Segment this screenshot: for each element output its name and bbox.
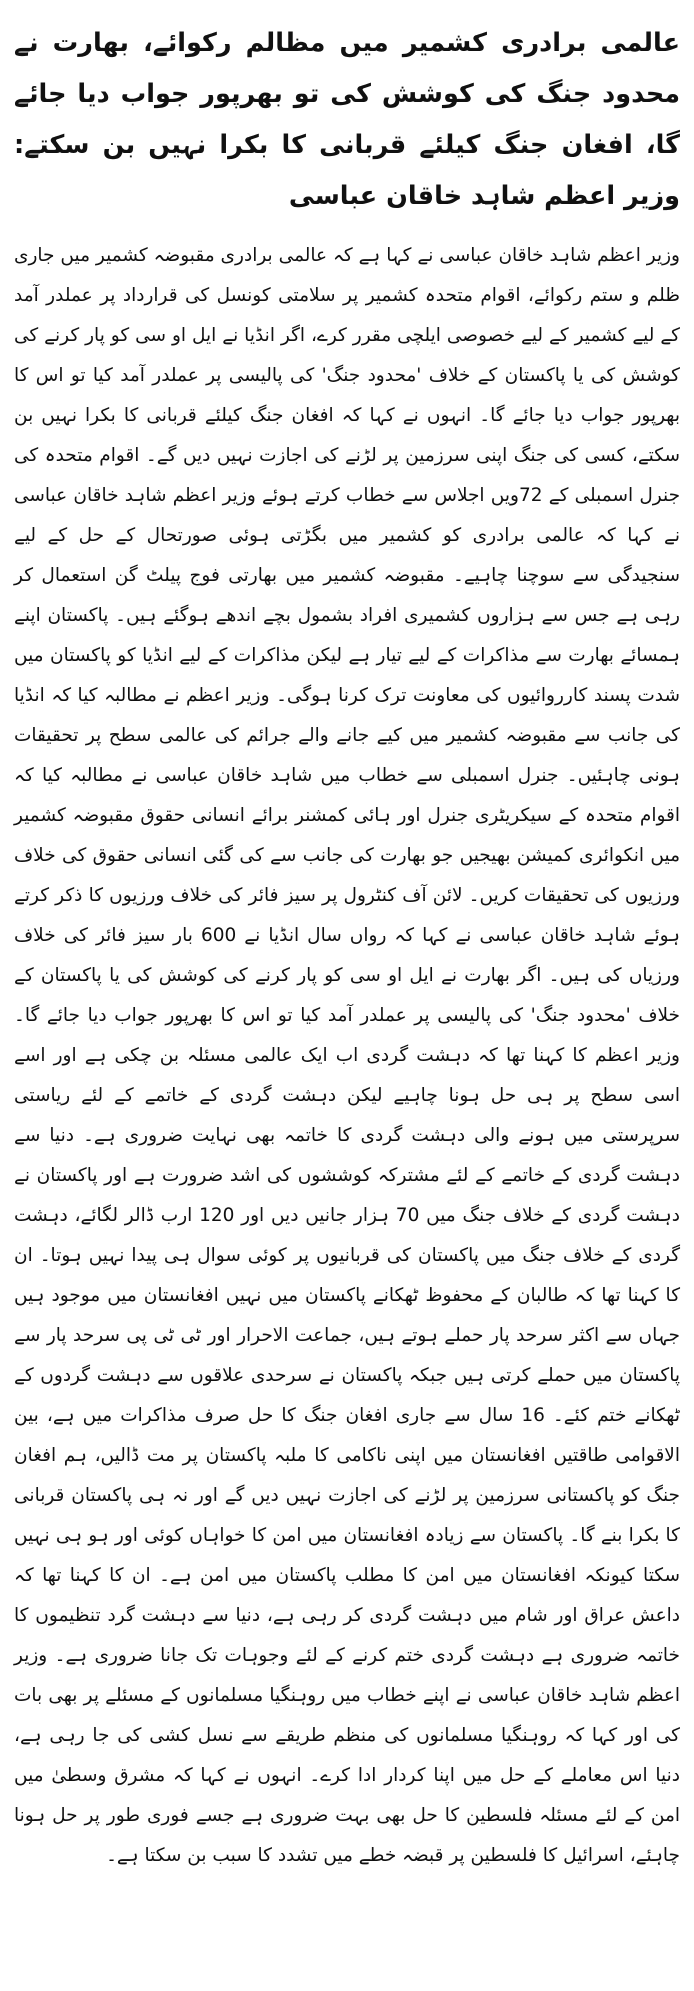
article-body: وزیر اعظم شاہد خاقان عباسی نے کہا ہے کہ عالمی برادری مقبوضہ کشمیر میں جاری ظلم و ستم رکوائے، اقوام متحدہ کشمیر پر سلامتی کونسل کی قرارداد پر عملدر آمد کے لیے کشمیر کے لیے خصوصی ایلچی مقرر کرے، اگر انڈیا نے ایل او سی کو پار کرنے کی کوشش کی یا پاکستان کے خلاف 'محدود جنگ' کی پالیسی پر عملدر آمد کیا تو اس کا بھرپور جواب دیا جائے گا۔ انہوں نے کہا کہ افغان جنگ کیلئے قربانی کا بکرا نہیں بن سکتے، کسی کی جنگ اپنی سرزمین پر لڑنے کی اجازت نہیں دیں گے۔ اقوام متحدہ کی جنرل اسمبلی کے 72ویں اجلاس سے خطاب کرتے ہوئے وزیر اعظم شاہد خاقان عباسی نے کہا کہ عالمی برادری کو کشمیر میں بگڑتی ہوئی صورتحال کے حل کے لیے سنجیدگی سے سوچنا چاہیے۔ مقبوضہ کشمیر میں بھارتی فوج پیلٹ گن استعمال کر رہی ہے جس سے ہزاروں کشمیری افراد بشمول بچے اندھے ہوگئے ہیں۔ پاکستان اپنے ہمسائے بھارت سے مذاکرات کے لیے تیار ہے لیکن مذاکرات کے لیے انڈیا کو پاکستان میں شدت پسند کارروائیوں کی معاونت ترک کرنا ہوگی۔ وزیر اعظم نے مطالبہ کیا کہ انڈیا کی جانب سے مقبوضہ کشمیر میں کیے جانے والے جرائم کی عالمی سطح پر تحقیقات ہونی چاہئیں۔ جنرل اسمبلی سے خطاب میں شاہد خاقان عباسی نے مطالبہ کیا کہ اقوام متحدہ کے سیکریٹری جنرل اور ہائی کمشنر برائے انسانی حقوق مقبوضہ کشمیر میں انکوائری کمیشن بھیجیں جو بھارت کی جانب سے کی گئی انسانی حقوق کی خلاف ورزیوں کی تحقیقات کریں۔ لائن آف کنٹرول پر سیز فائر کی خلاف ورزیوں کا ذکر کرتے ہوئے شاہد خاقان عباسی نے کہا کہ رواں سال انڈیا نے 600 بار سیز فائر کی خلاف ورزیاں کی ہیں۔ اگر بھارت نے ایل او سی کو پار کرنے کی کوشش کی یا پاکستان کے خلاف 'محدود جنگ' کی پالیسی پر عملدر آمد کیا تو اس کا بھرپور جواب دیا جائے گا۔ وزیر اعظم کا کہنا تھا کہ دہشت گردی اب ایک عالمی مسئلہ بن چکی ہے اور اسے اسی سطح پر ہی حل ہونا چاہیے لیکن دہشت گردی کے خاتمے کے لئے ریاستی سرپرستی میں ہونے والی دہشت گردی کا خاتمہ بھی نہایت ضروری ہے۔ دنیا سے دہشت گردی کے خاتمے کے لئے مشترکہ کوششوں کی اشد ضرورت ہے اور پاکستان نے دہشت گردی کے خلاف جنگ میں 70 ہزار جانیں دیں اور 120 ارب ڈالر لگائے، دہشت گردی کے خلاف جنگ میں پاکستان کی قربانیوں پر کوئی سوال ہی پیدا نہیں ہوتا۔ ان کا کہنا تھا کہ طالبان کے محفوظ ٹھکانے پاکستان میں نہیں افغانستان میں موجود ہیں جہاں سے اکثر سرحد پار حملے ہوتے ہیں، جماعت الاحرار اور ٹی ٹی پی سرحد پار سے پاکستان میں حملے کرتی ہیں جبکہ پاکستان نے سرحدی علاقوں سے دہشت گردوں کے ٹھکانے ختم کئے۔ 16 سال سے جاری افغان جنگ کا حل صرف مذاکرات میں ہے، بین الاقوامی طاقتیں افغانستان میں اپنی ناکامی کا ملبہ پاکستان پر مت ڈالیں، ہم افغان جنگ کو پاکستانی سرزمین پر لڑنے کی اجازت نہیں دیں گے اور نہ ہی پاکستان قربانی کا بکرا بنے گا۔ پاکستان سے زیادہ افغانستان میں امن کا خواہاں کوئی اور ہو ہی نہیں سکتا کیونکہ افغانستان میں امن کا مطلب پاکستان میں امن ہے۔ ان کا کہنا تھا کہ داعش عراق اور شام میں دہشت گردی کر رہی ہے، دنیا سے دہشت گرد تنظیموں کا خاتمہ ضروری ہے دہشت گردی ختم کرنے کے لئے وجوہات تک جانا ضروری ہے۔ وزیر اعظم شاہد خاقان عباسی نے اپنے خطاب میں روہنگیا مسلمانوں کے مسئلے پر بھی بات کی اور کہا کہ روہنگیا مسلمانوں کی منظم طریقے سے نسل کشی کی جا رہی ہے، دنیا اس معاملے کے حل میں اپنا کردار ادا کرے۔ انہوں نے کہا کہ مشرق وسطیٰ میں امن کے لئے مسئلہ فلسطین کا حل بھی بہت ضروری ہے جسے فوری طور پر حل ہونا چاہئے، اسرائیل کا فلسطین پر قبضہ خطے میں تشدد کا سبب بن سکتا ہے۔ xyxy=(14,245,681,1866)
article-headline: عالمی برادری کشمیر میں مظالم رکوائے، بھارت نے محدود جنگ کی کوشش کی تو بھرپور جواب دیا جائے گا، افغان جنگ کیلئے قربانی کا بکرا نہیں بن سکتے: وزیر اعظم شاہد خاقان عباسی xyxy=(14,28,680,211)
